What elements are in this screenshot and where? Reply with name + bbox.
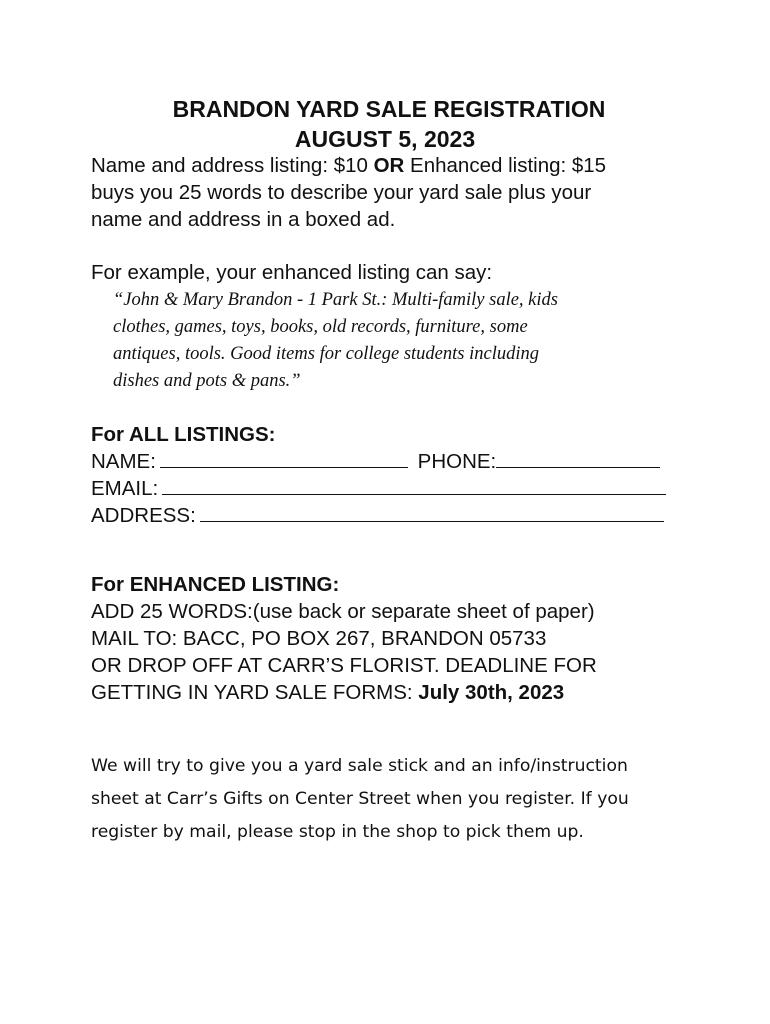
footer-note-line: We will try to give you a yard sale stick and an info/instruction [91,756,628,776]
example-quote-line: clothes, games, toys, books, old records, furniture, some [113,317,528,337]
email-row [91,475,691,502]
address-field[interactable] [200,502,664,522]
example-quote-line: antiques, tools. Good items for college students including [113,344,539,364]
phone-label: PHONE: [417,450,497,473]
name-phone-row [91,448,691,475]
email-field[interactable] [162,475,666,495]
or-emphasis: OR [373,154,405,177]
example-quote-line: dishes and pots & pans.” [113,371,301,391]
address-row [91,502,691,529]
enhanced-line-4 [91,680,691,706]
deadline-label: GETTING IN YARD SALE FORMS: [91,681,419,704]
enhanced-line-1: ADD 25 WORDS:(use back or separate sheet of paper) [91,600,595,623]
pricing-line-1 [91,153,691,179]
pricing-line-2: buys you 25 words to describe your yard sale plus your [91,181,592,204]
enhanced-line-3: OR DROP OFF AT CARR’S FLORIST. DEADLINE FOR [91,654,597,677]
example-intro: For example, your enhanced listing can say: [91,261,493,284]
email-label: EMAIL: [91,477,159,500]
form-title: BRANDON YARD SALE REGISTRATION [172,96,606,122]
name-label: NAME: [91,450,156,473]
basic-listing-price: Name and address listing: $10 [91,154,374,177]
name-field[interactable] [160,448,408,468]
all-listings-heading: For ALL LISTINGS: [91,423,276,446]
enhanced-listing-price: Enhanced listing: $15 [404,154,607,177]
address-label: ADDRESS: [91,504,196,527]
event-date: AUGUST 5, 2023 [294,126,476,152]
footer-note-line: sheet at Carr’s Gifts on Center Street when you register. If you [91,789,629,809]
example-quote-line: “John & Mary Brandon - 1 Park St.: Multi-family sale, kids [113,290,558,310]
enhanced-line-2: MAIL TO: BACC, PO BOX 267, BRANDON 05733 [91,627,547,650]
enhanced-listing-heading: For ENHANCED LISTING: [91,573,340,596]
phone-field[interactable] [496,448,660,468]
deadline-date: July 30th, 2023 [418,681,565,704]
pricing-line-3: name and address in a boxed ad. [91,208,396,231]
footer-note-line: register by mail, please stop in the shop to pick them up. [91,822,584,842]
